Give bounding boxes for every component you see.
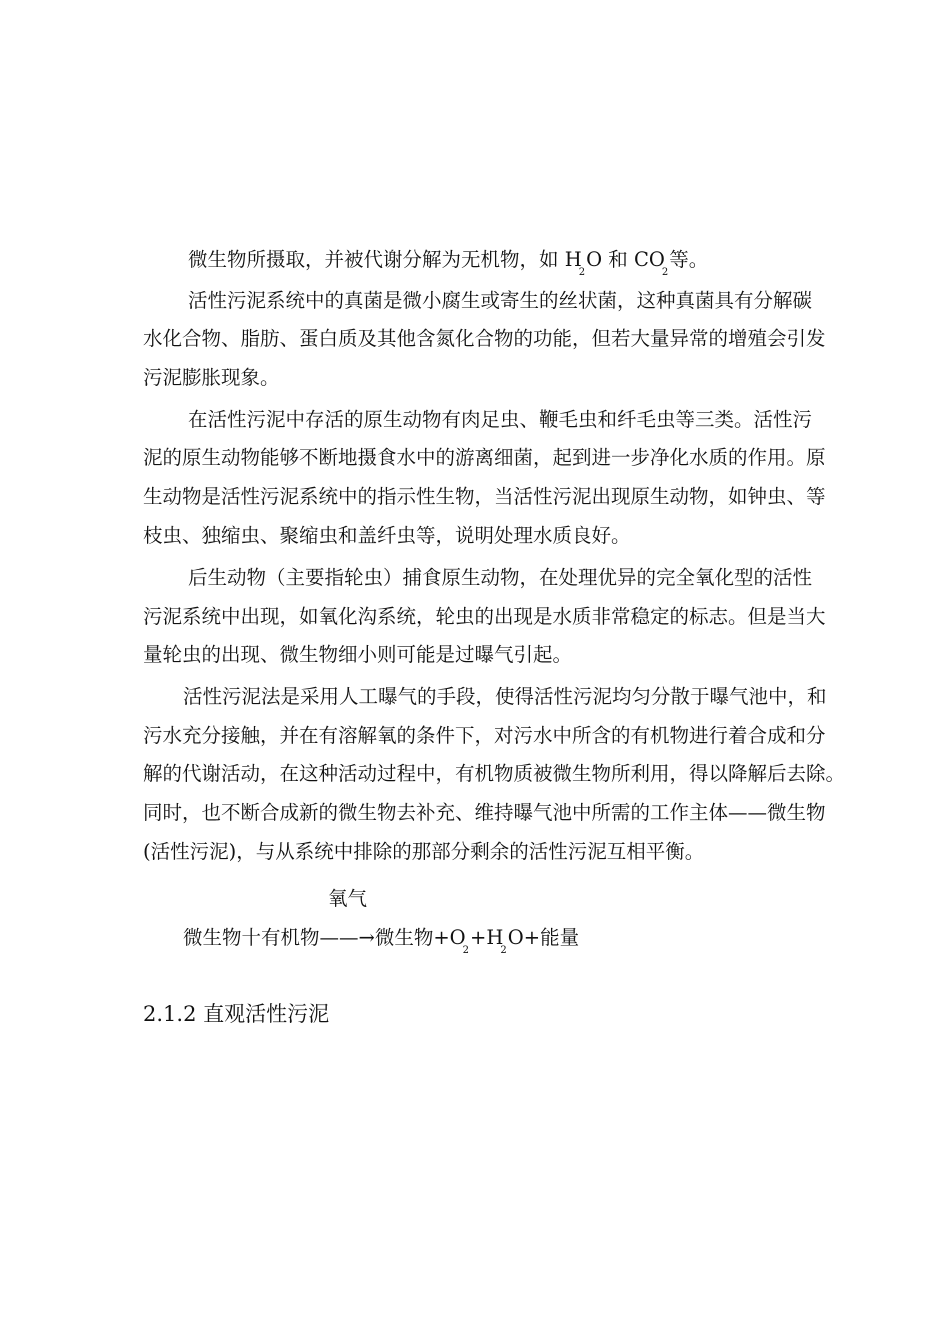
paragraph-line: 量轮虫的出现、微生物细小则可能是过曝气引起。: [143, 643, 573, 666]
paragraph-line: 枝虫、独缩虫、聚缩虫和盖纤虫等，说明处理水质良好。: [143, 524, 631, 547]
paragraph-line: 污水充分接触，并在有溶解氧的条件下，对污水中所含的有机物进行着合成和分: [143, 724, 826, 747]
paragraph-line: 后生动物（主要指轮虫）捕食原生动物，在处理优异的完全氧化型的活性: [188, 566, 813, 589]
reaction-formula: [183, 926, 579, 954]
paragraph-line: 泥的原生动物能够不断地摄食水中的游离细菌，起到进一步净化水质的作用。原: [143, 446, 826, 469]
paragraph-line: [188, 248, 708, 276]
subscript: 2: [500, 945, 507, 956]
subscript: 2: [462, 945, 470, 956]
paragraph-line: 水化合物、脂肪、蛋白质及其他含氮化合物的功能，但若大量异常的增殖会引发: [143, 327, 826, 350]
text-run: 微生物十有机物——→微生物+O: [183, 926, 466, 949]
subscript: 2: [661, 267, 669, 278]
text-run: O+能量: [507, 926, 580, 949]
text-run: 微生物所摄取，并被代谢分解为无机物，如 H: [188, 248, 582, 271]
paragraph-line: 污泥系统中出现，如氧化沟系统，轮虫的出现是水质非常稳定的标志。但是当大: [143, 605, 826, 628]
paragraph-line: 活性污泥法是采用人工曝气的手段，使得活性污泥均匀分散于曝气池中，和: [183, 685, 827, 708]
text-run: 等。: [669, 248, 709, 271]
paragraph-line: 生动物是活性污泥系统中的指示性生物，当活性污泥出现原生动物，如钟虫、等: [143, 485, 826, 508]
paragraph-line: 活性污泥系统中的真菌是微小腐生或寄生的丝状菌，这种真菌具有分解碳: [188, 289, 813, 312]
formula-condition-label: 氧气: [328, 887, 368, 910]
paragraph-line: (活性污泥)，与从系统中排除的那部分剩余的活性污泥互相平衡。: [143, 840, 705, 863]
paragraph-line: 在活性污泥中存活的原生动物有肉足虫、鞭毛虫和纤毛虫等三类。活性污: [188, 408, 813, 431]
text-run: +H: [470, 926, 504, 949]
paragraph-line: 同时，也不断合成新的微生物去补充、维持曝气池中所需的工作主体——微生物: [143, 801, 826, 824]
paragraph-line: 污泥膨胀现象。: [143, 366, 280, 389]
text-run: O 和 CO: [586, 248, 665, 271]
paragraph-line: 解的代谢活动，在这种活动过程中，有机物质被微生物所利用，得以降解后去除。: [143, 762, 846, 785]
subscript: 2: [578, 267, 586, 278]
section-heading: 2.1.2 直观活性污泥: [143, 1002, 330, 1026]
